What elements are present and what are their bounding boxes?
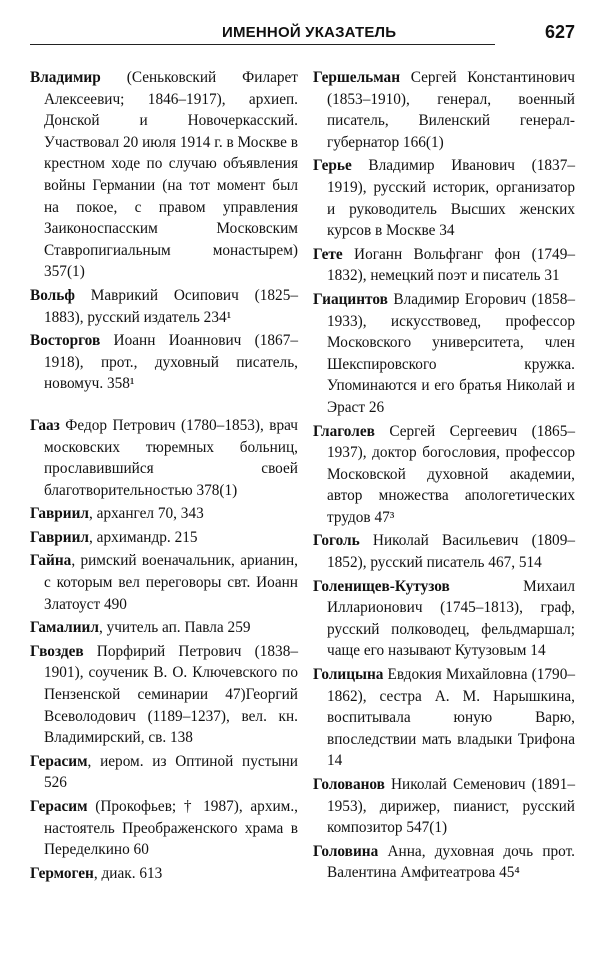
index-entry	[313, 67, 575, 153]
entry-text: Сергей Сергеевич (1865–1937), доктор богословия, профессор Московской духовной академии, автор множества апологетических трудов 47³	[327, 422, 575, 526]
entry-name: Гете	[313, 245, 343, 263]
entry-text: Михаил Илларионович (1745–1813), граф, русский полководец, фельдмаршал; чаще его называют Кутузовым 14	[327, 577, 575, 660]
entry-name: Герасим	[30, 798, 88, 815]
index-entry	[30, 503, 298, 525]
entry-text: (Прокофьев; † 1987), архим., настоятель Преображенского храма в Переделкино 60	[44, 798, 298, 859]
entry-name: Голенищев-Кутузов	[313, 577, 450, 595]
index-entry	[30, 641, 298, 749]
index-entry	[313, 576, 575, 662]
index-entry	[30, 330, 298, 395]
entry-name: Гермоген	[30, 864, 94, 882]
page-number: 627	[544, 22, 575, 42]
entry-text: Порфирий Петрович (1838–1901), соученик В. О. Ключевского по Пензенской семинарии 47)Георгий Всеволодович (1189–1237), вел. кн. Владимирский, св. 138	[44, 642, 298, 747]
index-entry	[30, 617, 298, 639]
entry-text: , учитель ап. Павла 259	[98, 619, 251, 637]
right-column	[313, 67, 575, 886]
entry-name: Герасим	[30, 752, 88, 770]
entry-text: (Сеньковский Филарет Алексеевич; 1846–1917), архиеп. Донской и Новочеркасский. Участвовал 20 июля 1914 г. в Москве в крестном ходе по случаю объявления войны Германии (на тот момент был на покое, с правом управления Заиконоспасским Московским Ставропигиальным монастырем) 357(1)	[44, 69, 298, 281]
entry-text: Маврикий Осипович (1825–1883), русский издатель 234¹	[44, 286, 298, 326]
index-entry	[30, 550, 298, 615]
left-column	[30, 67, 298, 886]
entry-name: Герье	[313, 157, 352, 175]
index-entry	[30, 863, 298, 885]
entry-text: Федор Петрович (1780–1853), врач московских тюремных больниц, прославившийся своей благотворительностью 378(1)	[44, 416, 298, 499]
entry-text: Николай Васильевич (1809–1852), русский писатель 467, 514	[327, 532, 575, 572]
index-entry	[313, 155, 575, 241]
index-entry	[313, 841, 575, 884]
index-entry	[30, 796, 298, 861]
entry-name: Гамалиил	[30, 619, 99, 637]
header-rule	[30, 44, 495, 45]
index-entry	[30, 415, 298, 501]
entry-text: Владимир Егорович (1858–1933), искусствовед, профессор Московского университета, член Шекспировского кружка. Упоминаются и его братья Николай и Эраст 26	[327, 290, 575, 416]
entry-name: Гавриил	[30, 505, 90, 523]
entry-text: Евдокия Михайловна (1790–1862), сестра А. М. Нарышкина, воспитывала юную Варю, впоследствии мать владыки Трифона 14	[327, 666, 575, 770]
index-entry	[30, 67, 298, 283]
entry-name: Гааз	[30, 416, 60, 434]
entry-text: Анна, духовная дочь прот. Валентина Амфитеатрова 45⁴	[327, 842, 575, 882]
entry-text: Иоганн Вольфганг фон (1749–1832), немецкий поэт и писатель 31	[327, 245, 575, 285]
entry-text: Иоанн Иоаннович (1867–1918), прот., духовный писатель, новомуч. 358¹	[44, 332, 298, 393]
entry-name: Гоголь	[313, 532, 360, 550]
index-entry	[30, 527, 298, 549]
entry-name: Владимир	[30, 69, 101, 86]
index-entry	[30, 285, 298, 328]
entry-text: , архимандр. 215	[89, 528, 198, 546]
entry-name: Гавриил	[30, 528, 90, 546]
entry-text: Сергей Константинович (1853–1910), генерал, военный писатель, Виленский генерал-губернатор 166(1)	[327, 69, 575, 151]
index-entry	[313, 530, 575, 573]
index-entry	[313, 244, 575, 287]
entry-name: Гиацинтов	[313, 290, 388, 308]
entry-name: Вольф	[30, 286, 75, 304]
entry-name: Голованов	[313, 776, 385, 793]
entry-name: Голицына	[313, 666, 384, 684]
entry-text: , иером. из Оптиной пустыни 526	[44, 752, 298, 792]
entry-name: Гвоздев	[30, 642, 84, 660]
entry-text: , архангел 70, 343	[89, 505, 204, 523]
header-title: ИМЕННОЙ УКАЗАТЕЛЬ	[216, 24, 402, 41]
entry-name: Гайна	[30, 552, 72, 570]
index-entry	[313, 664, 575, 772]
entry-name: Головина	[313, 842, 379, 860]
index-entry	[30, 751, 298, 794]
index-entry	[313, 289, 575, 419]
entry-name: Восторгов	[30, 332, 101, 350]
running-header	[30, 20, 575, 50]
entry-text: , римский военачальник, арианин, с которым вел переговоры свт. Иоанн Златоуст 490	[44, 552, 298, 613]
index-entry	[313, 774, 575, 839]
entry-text: Владимир Иванович (1837–1919), русский историк, организатор и руководитель Высших женских курсов в Москве 34	[327, 157, 575, 240]
entry-text: , диак. 613	[93, 864, 163, 882]
entry-name: Гершельман	[313, 69, 401, 86]
index-entry	[313, 421, 575, 529]
entry-name: Глаголев	[313, 422, 375, 440]
entry-text: Николай Семенович (1891–1953), дирижер, пианист, русский композитор 547(1)	[327, 776, 575, 837]
